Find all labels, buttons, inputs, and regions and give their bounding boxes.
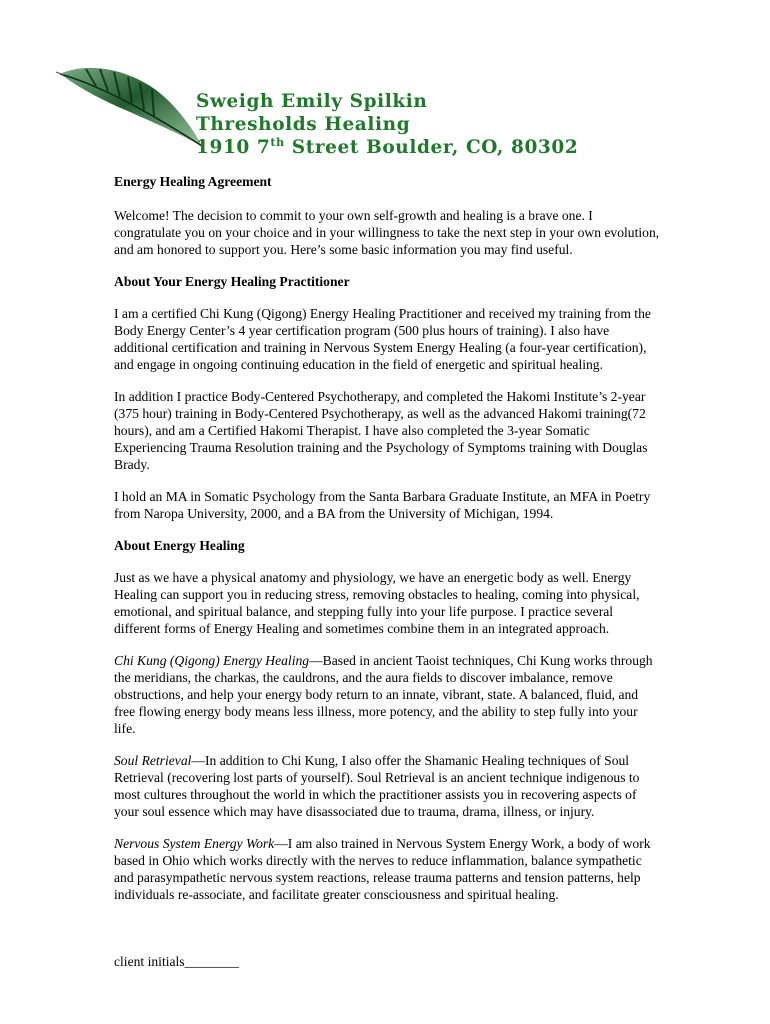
- soul-retrieval-text: —In addition to Chi Kung, I also offer the Shamanic Healing techniques of Soul Retrieval (recovering lost parts of yourself). Soul Retrieval is an ancient technique indigenous to most cultures throughout the world in which the practitioner assists you in recovering aspects of your soul essence which may have disassociated due to trauma, drama, illness, or injury.: [114, 753, 640, 819]
- nervous-system-text: —I am also trained in Nervous System Energy Work, a body of work based in Ohio which works directly with the nerves to reduce inflammation, balance sympathetic and parasympathetic nervous system reactions, release trauma patterns and tension patterns, help individuals re-associate, and facilitate greater consciousness and spiritual healing.: [114, 836, 651, 902]
- section-heading-practitioner: About Your Energy Healing Practitioner: [114, 274, 350, 289]
- chikung-term: Chi Kung (Qigong) Energy Healing: [114, 653, 310, 668]
- soul-retrieval-term: Soul Retrieval: [114, 753, 192, 768]
- training-paragraph: I am a certified Chi Kung (Qigong) Energy Healing Practitioner and received my training from the Body Energy Center’s 4 year certification program (500 plus hours of training). I also have additional certification and training in Nervous System Energy Healing (a four-year certification), and engage in ongoing continuing education in the field of energetic and spiritual healing.: [114, 306, 651, 372]
- address: [196, 136, 578, 159]
- feather-icon: [56, 60, 206, 150]
- business-name: Thresholds Healing: [196, 114, 411, 135]
- client-initials-field[interactable]: client initials________: [114, 954, 239, 969]
- education-paragraph: I hold an MA in Somatic Psychology from the Santa Barbara Graduate Institute, an MFA in Poetry from Naropa University, 2000, and a BA from the University of Michigan, 1994.: [114, 489, 651, 521]
- chikung-text: —Based in ancient Taoist techniques, Chi Kung works through the meridians, the charkas, the cauldrons, and the aura fields to discover imbalance, remove obstructions, and help your energy body return to an innate, vibrant, state. A balanced, fluid, and free flowing energy body means less illness, more potency, and the ability to step fully into your life.: [114, 653, 653, 736]
- letterhead: [196, 90, 578, 159]
- practitioner-name: Sweigh Emily Spilkin: [196, 91, 428, 112]
- chikung-paragraph: [114, 652, 662, 737]
- psychotherapy-paragraph: In addition I practice Body-Centered Psychotherapy, and completed the Hakomi Institute’s 2-year (375 hour) training in Body-Centered Psychotherapy, as well as the advanced Hakomi training(72 hours), and am a Certified Hakomi Therapist. I have also completed the 3-year Somatic Experiencing Trauma Resolution training and the Psychology of Symptoms training with Douglas Brady.: [114, 389, 648, 472]
- address-ordinal: th: [270, 135, 285, 149]
- section-heading-energy-healing: About Energy Healing: [114, 538, 245, 553]
- nervous-system-paragraph: [114, 835, 662, 903]
- document-body: [114, 173, 662, 918]
- address-number: 1910 7: [196, 137, 271, 158]
- energy-body-paragraph: Just as we have a physical anatomy and physiology, we have an energetic body as well. Energy Healing can support you in reducing stress, removing obstacles to healing, coming into physical, emotional, and spiritual balance, and stepping fully into your life purpose. I practice several different forms of Energy Healing and sometimes combine them in an integrated approach.: [114, 570, 640, 636]
- address-rest: Street Boulder, CO, 80302: [284, 137, 579, 158]
- soul-retrieval-paragraph: [114, 752, 662, 820]
- nervous-system-term: Nervous System Energy Work: [114, 836, 275, 851]
- welcome-paragraph: Welcome! The decision to commit to your own self-growth and healing is a brave one. I congratulate you on your choice and in your willingness to take the next step in your own evolution, and am honored to support you. Here’s some basic information you may find useful.: [114, 208, 660, 257]
- document-title: Energy Healing Agreement: [114, 174, 272, 189]
